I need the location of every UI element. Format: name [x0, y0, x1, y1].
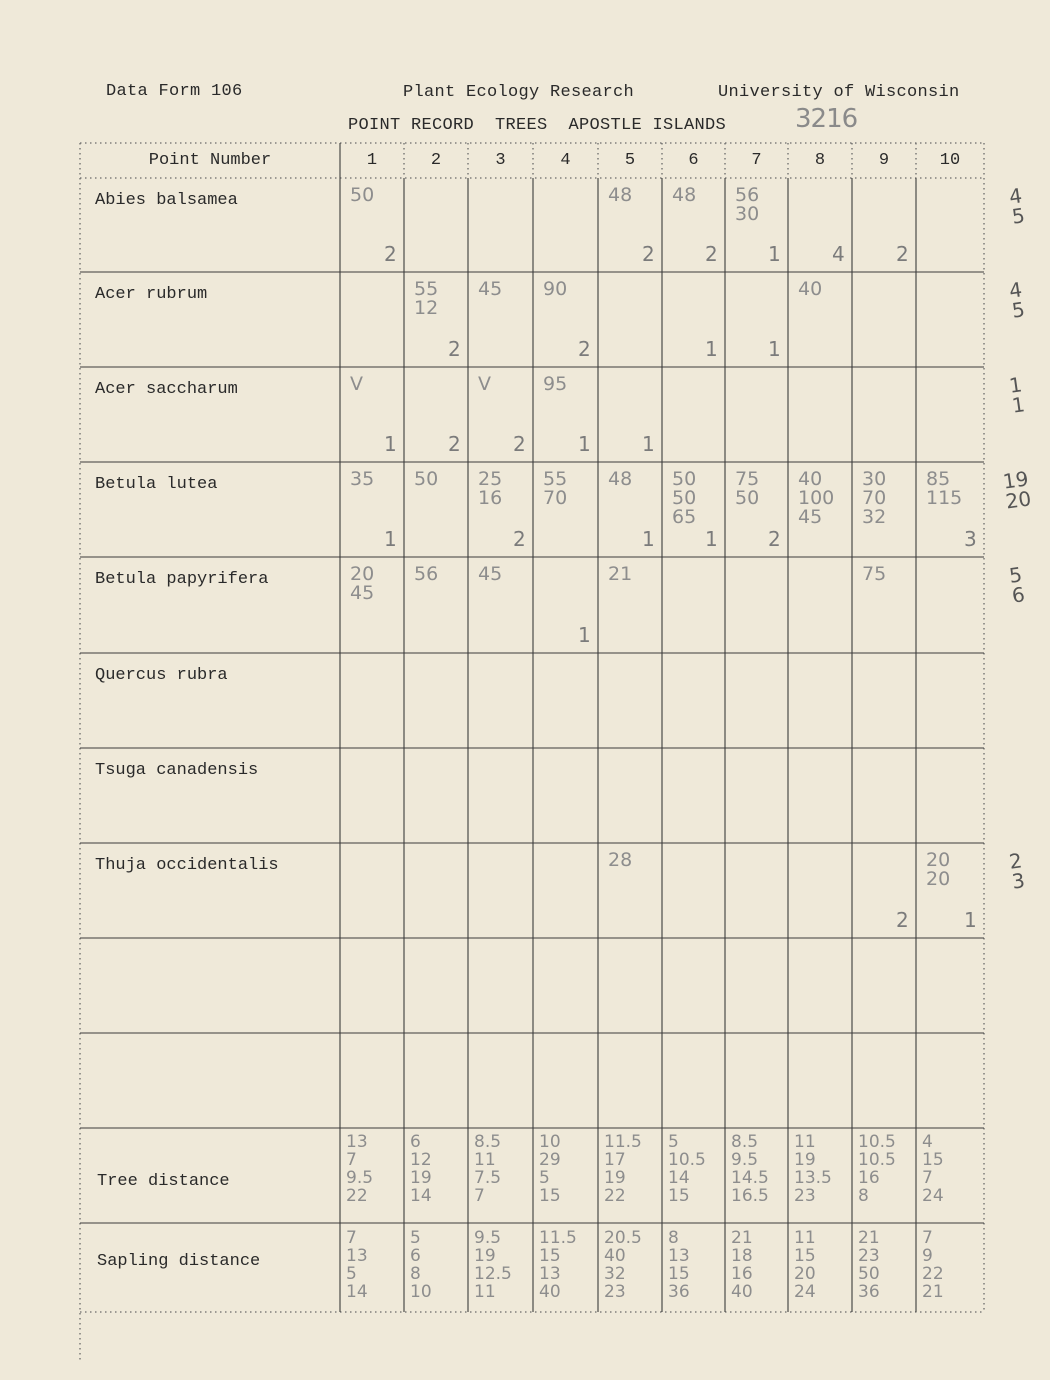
tree-distance-values: 11 19 13.5 23	[794, 1132, 832, 1206]
sapling-distance-values: 7 13 5 14	[346, 1228, 368, 1302]
tree-count: 1	[384, 432, 397, 456]
tree-diameter: 28	[608, 849, 633, 871]
sapling-distance-values: 5 6 8 10	[410, 1228, 432, 1302]
tree-count: 3	[964, 527, 977, 551]
form-title: POINT RECORD TREES APOSTLE ISLANDS	[348, 116, 727, 135]
tree-diameter: 20 20	[926, 849, 951, 890]
sapling-distance-label: Sapling distance	[97, 1252, 261, 1271]
sapling-distance-values: 11.5 15 13 40	[539, 1228, 577, 1302]
tree-diameter: 30 70 32	[862, 468, 887, 528]
tree-diameter: 21	[608, 563, 633, 585]
species-frequency: 5 6	[1007, 562, 1027, 608]
tree-diameter: 48	[608, 184, 633, 206]
tree-count: 1	[578, 432, 591, 456]
tree-diameter: 55 70	[543, 468, 568, 509]
tree-diameter: 56	[414, 563, 439, 585]
tree-diameter: 55 12	[414, 278, 439, 319]
tree-diameter: 95	[543, 373, 568, 395]
point-number: 2	[430, 151, 442, 170]
tree-count: 1	[384, 527, 397, 551]
tree-diameter: 50	[350, 184, 375, 206]
tree-count: 4	[832, 242, 845, 266]
tree-distance-values: 5 10.5 14 15	[668, 1132, 706, 1206]
tree-count: 1	[578, 623, 591, 647]
sapling-distance-values: 21 18 16 40	[731, 1228, 753, 1302]
tree-diameter: 40 100 45	[798, 468, 835, 528]
tree-count: 2	[768, 527, 781, 551]
tree-diameter: 50 50 65	[672, 468, 697, 528]
tree-distance-values: 8.5 9.5 14.5 16.5	[731, 1132, 769, 1206]
point-number: 3	[495, 151, 506, 170]
tree-distance-values: 8.5 11 7.5 7	[474, 1132, 502, 1206]
tree-distance-values: 10 29 5 15	[539, 1132, 561, 1206]
species-frequency: 1 1	[1007, 372, 1027, 418]
tree-distance-values: 4 15 7 24	[922, 1132, 944, 1206]
tree-diameter: 45	[478, 278, 503, 300]
point-number-label: Point Number	[148, 151, 272, 170]
tree-count: 2	[896, 242, 909, 266]
sapling-distance-values: 20.5 40 32 23	[604, 1228, 642, 1302]
tree-diameter: 56 30	[735, 184, 760, 225]
species-name: Thuja occidentalis	[95, 856, 279, 875]
point-number: 10	[939, 151, 961, 170]
department: Plant Ecology Research	[403, 83, 635, 102]
point-number: 7	[751, 151, 762, 170]
tree-diameter: 75 50	[735, 468, 760, 509]
species-frequency: 2 3	[1007, 848, 1027, 894]
sapling-distance-values: 8 13 15 36	[668, 1228, 690, 1302]
form-id: Data Form 106	[106, 82, 243, 101]
tree-distance-label: Tree distance	[97, 1172, 230, 1191]
record-number: 3216	[795, 104, 858, 134]
tree-count: 2	[384, 242, 397, 266]
tree-diameter: V	[350, 373, 363, 395]
species-frequency: 19 20	[1001, 466, 1033, 514]
institution: University of Wisconsin	[718, 83, 960, 102]
tree-count: 2	[642, 242, 655, 266]
sapling-distance-values: 11 15 20 24	[794, 1228, 816, 1302]
tree-diameter: 75	[862, 563, 887, 585]
tree-diameter: 40	[798, 278, 823, 300]
species-name: Tsuga canadensis	[95, 761, 259, 780]
point-number: 5	[624, 151, 636, 170]
species-name: Acer saccharum	[95, 380, 238, 399]
tree-count: 1	[642, 527, 655, 551]
point-number: 4	[560, 151, 571, 170]
tree-diameter: 50	[414, 468, 439, 490]
point-number: 1	[366, 151, 378, 170]
point-number: 8	[814, 151, 826, 170]
tree-diameter: 90	[543, 278, 568, 300]
species-name: Abies balsamea	[95, 191, 238, 210]
tree-count: 2	[448, 337, 461, 361]
sapling-distance-values: 9.5 19 12.5 11	[474, 1228, 512, 1302]
tree-diameter: 48	[608, 468, 633, 490]
tree-count: 2	[896, 908, 909, 932]
tree-diameter: V	[478, 373, 491, 395]
tree-distance-values: 11.5 17 19 22	[604, 1132, 642, 1206]
tree-count: 2	[448, 432, 461, 456]
tree-distance-values: 10.5 10.5 16 8	[858, 1132, 896, 1206]
tree-count: 1	[705, 337, 718, 361]
tree-distance-values: 6 12 19 14	[410, 1132, 432, 1206]
tree-diameter: 35	[350, 468, 375, 490]
species-frequency: 4 5	[1007, 277, 1027, 323]
tree-count: 1	[642, 432, 655, 456]
tree-count: 2	[705, 242, 718, 266]
tree-count: 1	[768, 337, 781, 361]
point-number: 6	[688, 151, 699, 170]
species-name: Betula papyrifera	[95, 570, 269, 589]
tree-diameter: 85 115	[926, 468, 963, 509]
tree-count: 1	[705, 527, 718, 551]
tree-diameter: 20 45	[350, 563, 375, 604]
species-frequency: 4 5	[1007, 183, 1027, 229]
tree-diameter: 25 16	[478, 468, 503, 509]
tree-count: 1	[964, 908, 977, 932]
tree-distance-values: 13 7 9.5 22	[346, 1132, 374, 1206]
species-name: Betula lutea	[95, 475, 218, 494]
sapling-distance-values: 7 9 22 21	[922, 1228, 944, 1302]
species-name: Acer rubrum	[95, 285, 208, 304]
tree-count: 2	[513, 432, 526, 456]
tree-diameter: 48	[672, 184, 697, 206]
sapling-distance-values: 21 23 50 36	[858, 1228, 880, 1302]
tree-count: 2	[578, 337, 591, 361]
tree-diameter: 45	[478, 563, 503, 585]
species-name: Quercus rubra	[95, 666, 228, 685]
point-number: 9	[878, 151, 890, 170]
tree-count: 1	[768, 242, 781, 266]
tree-count: 2	[513, 527, 526, 551]
